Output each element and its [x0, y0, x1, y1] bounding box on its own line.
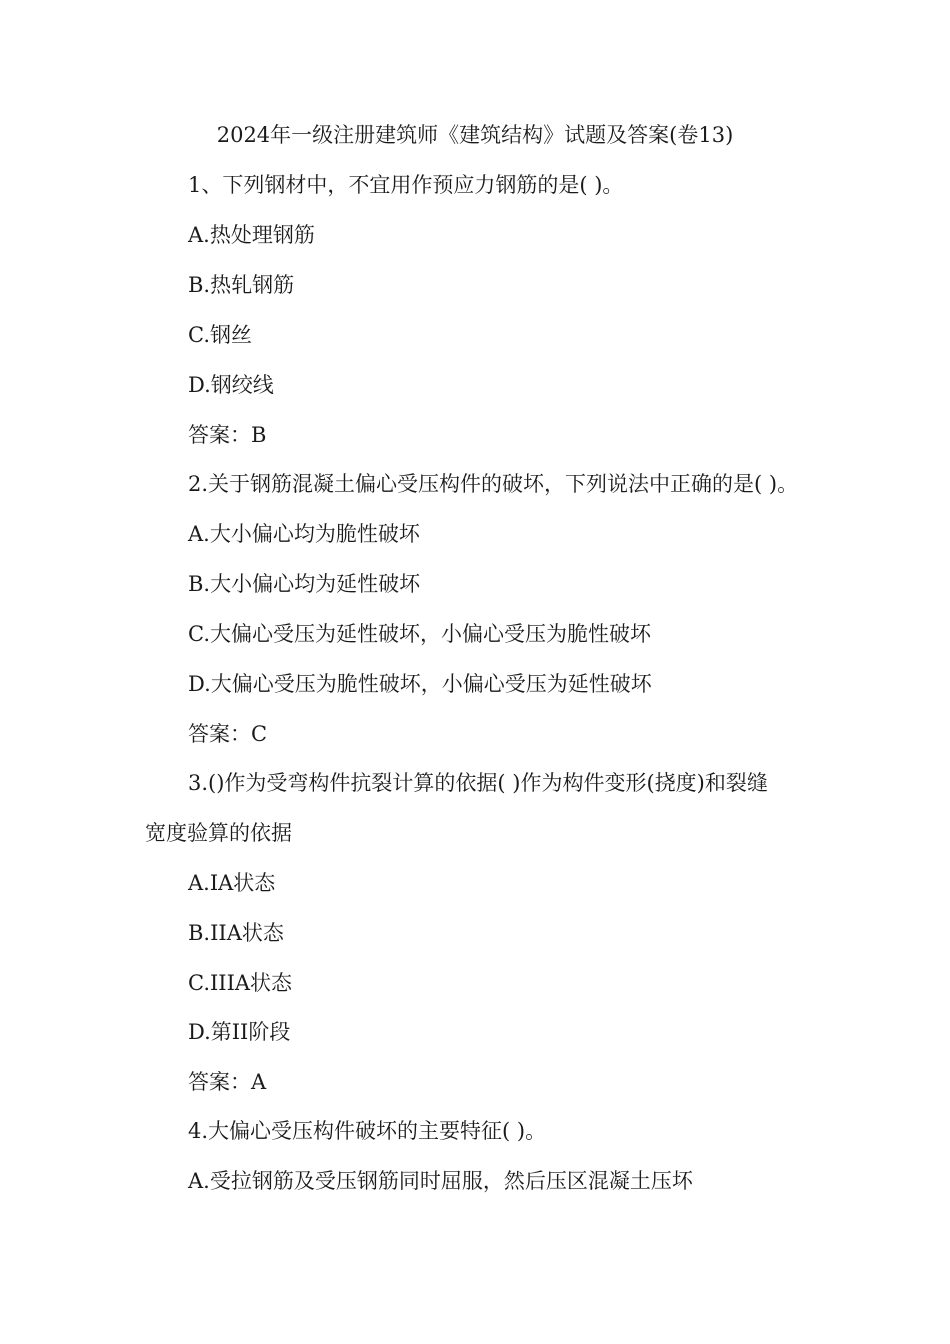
question-4-text: 4.大偏心受压构件破坏的主要特征( )。 — [188, 1119, 547, 1143]
document-title: 2024年一级注册建筑师《建筑结构》试题及答案(卷13) — [216, 123, 734, 147]
question-3-option-b: B.IIA状态 — [188, 921, 284, 945]
question-1-option-d: D.钢绞线 — [188, 373, 274, 397]
question-3-option-c: C.IIIA状态 — [188, 971, 293, 995]
question-3-text: 3.()作为受弯构件抗裂计算的依据( )作为构件变形(挠度)和裂缝 — [188, 771, 768, 795]
question-3-answer: 答案：A — [188, 1070, 267, 1094]
question-3-option-a: A.IA状态 — [188, 871, 276, 895]
question-2-answer: 答案：C — [188, 722, 268, 746]
question-1-option-c: C.钢丝 — [188, 323, 252, 347]
question-2-option-d: D.大偏心受压为脆性破坏，小偏心受压为延性破坏 — [188, 672, 652, 696]
question-2-option-a: A.大小偏心均为脆性破坏 — [188, 522, 420, 546]
question-2-option-c: C.大偏心受压为延性破坏，小偏心受压为脆性破坏 — [188, 622, 651, 646]
question-3-option-d: D.第II阶段 — [188, 1020, 291, 1044]
question-1-answer: 答案：B — [188, 423, 267, 447]
question-3-text-continued: 宽度验算的依据 — [145, 821, 292, 845]
question-4-option-a: A.受拉钢筋及受压钢筋同时屈服，然后压区混凝土压坏 — [188, 1169, 693, 1193]
question-1-option-b: B.热轧钢筋 — [188, 273, 295, 297]
question-1-option-a: A.热处理钢筋 — [188, 223, 315, 247]
question-1-text: 1、下列钢材中，不宜用作预应力钢筋的是( )。 — [188, 173, 624, 197]
question-2-option-b: B.大小偏心均为延性破坏 — [188, 572, 421, 596]
question-2-text: 2.关于钢筋混凝土偏心受压构件的破坏，下列说法中正确的是( )。 — [188, 472, 799, 496]
